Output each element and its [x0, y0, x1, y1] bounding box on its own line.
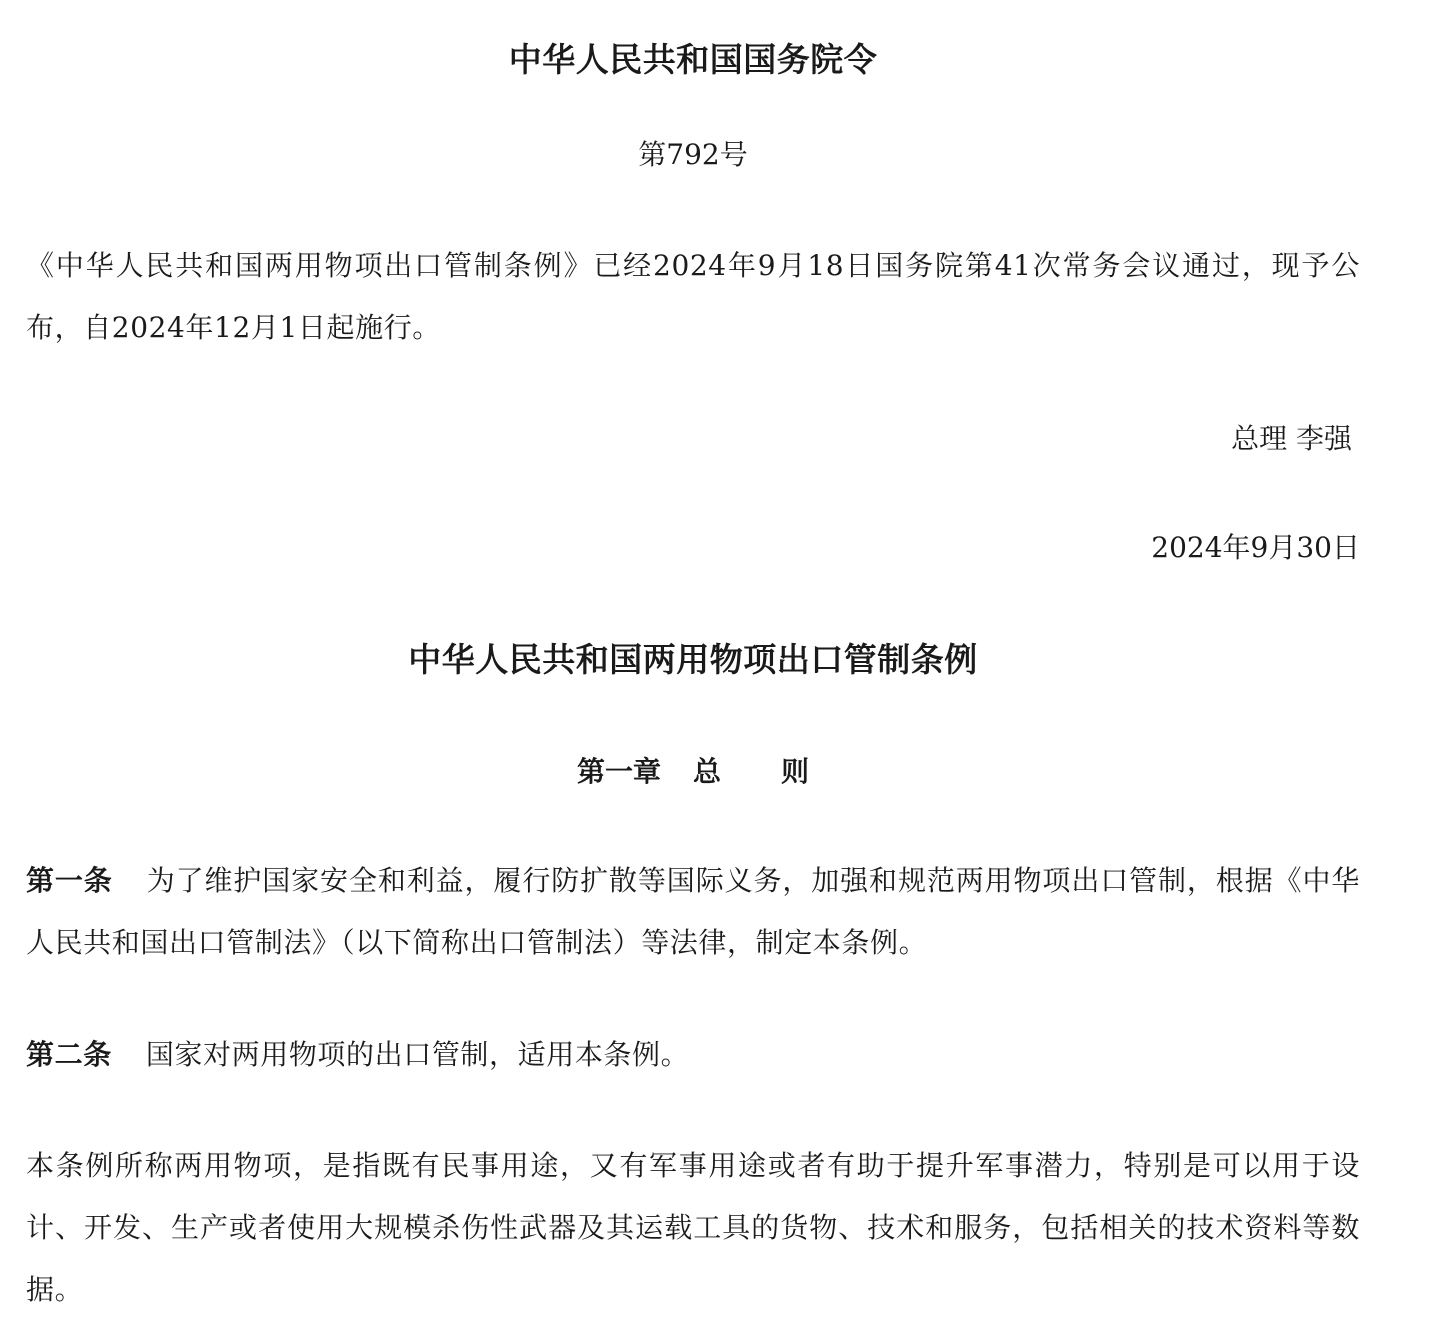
chapter-label: 第一章	[576, 755, 661, 788]
article-1	[26, 850, 1360, 974]
article-1-text: 为了维护国家安全和利益，履行防扩散等国际义务，加强和规范两用物项出口管制，根据《中华人民共和国出口管制法》（以下简称出口管制法）等法律，制定本条例。	[26, 864, 1360, 959]
decree-date: 2024年9月30日	[1151, 531, 1360, 564]
decree-signatory: 总理 李强	[1231, 422, 1352, 455]
article-2	[26, 1024, 1360, 1086]
chapter-heading	[26, 752, 1360, 792]
decree-number: 第792号	[638, 138, 748, 171]
regulation-title: 中华人民共和国两用物项出口管制条例	[408, 640, 978, 679]
chapter-name-part1: 总	[692, 755, 721, 788]
chapter-name-part2: 则	[781, 755, 810, 788]
article-2-text: 国家对两用物项的出口管制，适用本条例。	[145, 1038, 690, 1071]
article-1-number: 第一条	[26, 864, 113, 897]
decree-title: 中华人民共和国国务院令	[508, 40, 878, 79]
article-2-number: 第二条	[26, 1038, 112, 1071]
article-2-paragraph-2: 本条例所称两用物项，是指既有民事用途，又有军事用途或者有助于提升军事潜力，特别是可以用于设计、开发、生产或者使用大规模杀伤性武器及其运载工具的货物、技术和服务，包括相关的技术资料等数据。	[26, 1149, 1360, 1306]
decree-body: 《中华人民共和国两用物项出口管制条例》已经2024年9月18日国务院第41次常务会议通过，现予公布，自2024年12月1日起施行。	[26, 249, 1360, 344]
